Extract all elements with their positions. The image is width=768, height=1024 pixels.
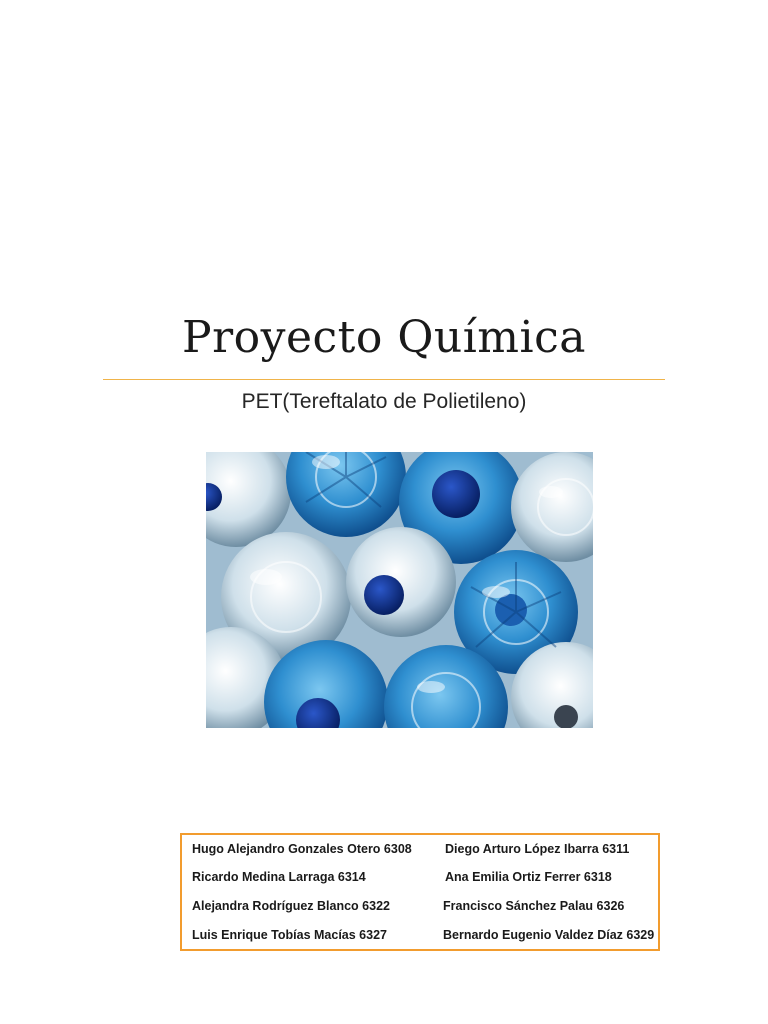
- author-name: Ana Emilia Ortiz Ferrer 6318: [445, 870, 612, 884]
- document-title: Proyecto Química: [182, 312, 586, 363]
- author-name: Francisco Sánchez Palau 6326: [443, 899, 625, 913]
- author-name: Alejandra Rodríguez Blanco 6322: [192, 899, 390, 913]
- author-name: Ricardo Medina Larraga 6314: [192, 870, 366, 884]
- document-subtitle: PET(Tereftalato de Polietileno): [241, 390, 527, 413]
- title-divider: [103, 379, 665, 380]
- author-name: Bernardo Eugenio Valdez Díaz 6329: [443, 928, 655, 942]
- plastic-bottles-photo: [206, 452, 593, 728]
- author-name: Diego Arturo López Ibarra 6311: [445, 842, 630, 856]
- author-name: Hugo Alejandro Gonzales Otero 6308: [192, 842, 412, 856]
- author-name: Luis Enrique Tobías Macías 6327: [192, 928, 387, 942]
- authors-box: [180, 833, 660, 951]
